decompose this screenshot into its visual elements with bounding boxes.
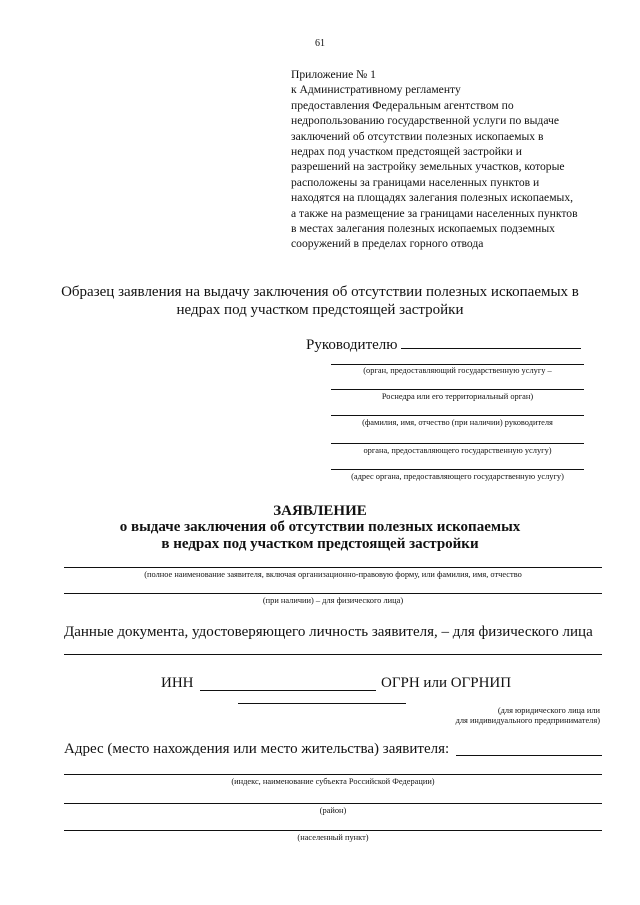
appendix-line: к Административному регламенту <box>291 83 461 97</box>
address-label: Адрес (место нахождения или место жительства) заявителя: <box>64 741 450 757</box>
appendix-line: расположены за границами населенных пунктов и <box>291 175 540 189</box>
addressee-caption: (орган, предоставляющий государственную услугу – <box>363 366 552 375</box>
addressee-org-field-2[interactable] <box>331 389 584 390</box>
appendix-line: Приложение № 1 <box>291 68 376 81</box>
appendix-line: сооружений в пределах горного отвода <box>291 237 484 251</box>
appendix-line: недропользованию государственной услуги по выдаче <box>291 114 559 128</box>
appendix-line: а также на размещение за границами населенных пунктов <box>291 206 578 220</box>
appendix-line: разрешений на застройку земельных участков, которые <box>291 160 565 174</box>
applicant-name-field-2[interactable] <box>64 593 602 594</box>
inn-field[interactable] <box>200 690 376 691</box>
addressee-org-field[interactable] <box>331 364 584 365</box>
addressee-caption: (фамилия, имя, отчество (при наличии) руководителя <box>362 418 553 427</box>
addressee-caption: Роснедра или его территориальный орган) <box>381 392 534 401</box>
appendix-line: недрах под участком предстоящей застройки и <box>291 145 522 159</box>
addressee-address-field[interactable] <box>331 469 584 470</box>
address-district-caption: (район) <box>319 806 347 815</box>
address-locality-caption: (населенный пункт) <box>297 833 369 842</box>
statement-title: ЗАЯВЛЕНИЕ <box>273 503 367 519</box>
addressee-caption: органа, предоставляющего государственную услугу) <box>363 446 552 455</box>
addressee-head-field-2[interactable] <box>331 443 584 444</box>
addressee-caption: (адрес органа, предоставляющего государственную услугу) <box>351 472 564 481</box>
applicant-name-caption-2: (при наличии) – для физического лица) <box>262 596 404 605</box>
address-region-field[interactable] <box>64 774 602 775</box>
id-document-label: Данные документа, удостоверяющего личность заявителя, – для физического лица <box>64 624 593 640</box>
ogrn-label: ОГРН или ОГРНИП <box>381 675 512 691</box>
appendix-line: в местах залегания полезных ископаемых подземных <box>291 222 555 236</box>
sample-title <box>40 283 600 319</box>
id-document-field[interactable] <box>64 654 602 655</box>
address-field-inline[interactable] <box>456 755 602 756</box>
addressee-field[interactable] <box>401 335 581 349</box>
addressee-line <box>306 335 581 354</box>
inn-label: ИНН <box>161 675 194 691</box>
sample-title-line-2: недрах под участком предстоящей застройки <box>176 302 464 318</box>
page-number: 61 <box>315 38 325 49</box>
statement-subtitle-1: о выдаче заключения об отсутствии полезных ископаемых <box>119 519 521 535</box>
address-locality-field[interactable] <box>64 830 602 831</box>
applicant-name-field[interactable] <box>64 567 602 568</box>
address-district-field[interactable] <box>64 803 602 804</box>
ogrn-caption-2: для индивидуального предпринимателя) <box>455 716 600 725</box>
ogrn-caption-1: (для юридического лица или <box>497 706 600 715</box>
appendix-line: предоставления Федеральным агентством по <box>291 98 514 112</box>
appendix-line: находятся на площадях залегания полезных ископаемых, <box>291 191 574 205</box>
addressee-head-field[interactable] <box>331 415 584 416</box>
applicant-name-caption: (полное наименование заявителя, включая организационно-правовую форму, или фамилия, имя, отчество <box>144 570 522 579</box>
sample-title-line-1: Образец заявления на выдачу заключения об отсутствии полезных ископаемых в <box>61 284 579 300</box>
ogrn-field[interactable] <box>238 703 406 704</box>
addressee-label: Руководителю <box>306 337 398 353</box>
appendix-line: заключений об отсутствии полезных ископаемых в <box>291 129 544 143</box>
address-region-caption: (индекс, наименование субъекта Российской Федерации) <box>231 777 435 786</box>
statement-subtitle-2: в недрах под участком предстоящей застройки <box>161 536 479 552</box>
appendix-block <box>291 67 611 252</box>
